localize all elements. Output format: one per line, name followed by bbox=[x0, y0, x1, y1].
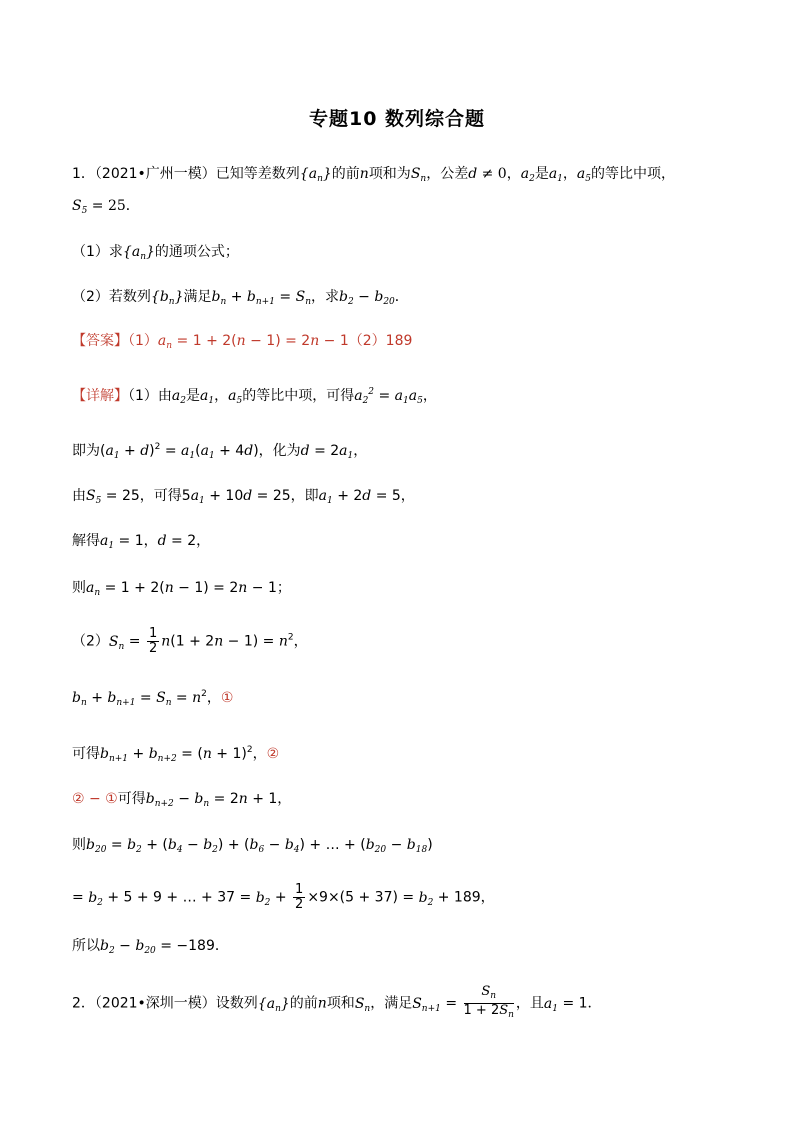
q1-detail-line-10: 则$b_{20} = b_2 + (b_4 - b_2) + (b_6 - b_4)$ + … + $(b_{20} - b_{18})$ bbox=[72, 837, 433, 855]
q1-part-1: （1）求$\{a_n\}$的通项公式； bbox=[72, 244, 239, 262]
q1-detail-line-12: 所以$b_2 - b_{20} = -189$． bbox=[72, 938, 229, 956]
q1-detail-line-8: 可得$b_{n+1} + b_{n+2} = (n + 1)^2$，② bbox=[72, 745, 280, 764]
q1-detail-line-7: $b_n + b_{n+1} = S_n = n^2$，① bbox=[72, 689, 234, 708]
fraction-sn-over-1-plus-2sn: $\frac{S_n}{1 + 2S_n}$ bbox=[463, 984, 514, 1020]
q1-detail-line-11: = $b_2 + 5 + 9$ + … + $37 = b_2$ + $\frac{1}{2}$ $\times 9\times(5 + 37) = b_2 + 189$， bbox=[72, 882, 495, 912]
q1-answer: 【答案】$(1)a_n = 1 + 2(n - 1) = 2n - 1(2)189$ bbox=[72, 333, 413, 351]
q1-part-2: （2）若数列$\{b_n\}$满足$b_n + b_{n+1} = S_n$，求$b_2 - b_{20}$． bbox=[72, 289, 409, 307]
q1-detail-line-5: 则$a_n = 1 + 2(n - 1) = 2n - 1$； bbox=[72, 580, 291, 598]
q1-detail-line-6: $(2)S_n$ = $\frac{1}{2}$ $n(1 + 2n - 1) = n^2$， bbox=[72, 626, 308, 656]
answer-tag: 【答案】 bbox=[72, 333, 128, 349]
q1-detail-line-4: 解得$a_1 = 1$，d = 2， bbox=[72, 533, 211, 551]
q1-statement-line-1: 1．（2021•广州一模）已知等差数列$\{a_n\}$的前n项和为$S_n$，公差d ≠ 0，$a_2$是$a_1$，$a_5$的等比中项， bbox=[72, 166, 675, 184]
fraction-half: $\frac{1}{2}$ bbox=[295, 882, 304, 912]
q1-statement-line-2: $S_5 = 25$． bbox=[72, 198, 140, 216]
detail-tag: 【详解】 bbox=[72, 388, 128, 404]
q1-detail-line-3: 由$S_5 = 25$，可得$5a_1 + 10d = 25$，即$a_1 + 2d = 5$， bbox=[72, 488, 415, 506]
q1-detail-line-1: 【详解】（1）由$a_2$是$a_1$，$a_5$的等比中项，可得$a_2^2 = a_1a_5$， bbox=[72, 387, 437, 406]
page-title: 专题10 数列综合题 bbox=[308, 108, 486, 130]
q2-statement-line-1: 2．（2021•深圳一模）设数列$\{a_n\}$的前n项和$S_n$，满足$S_{n+1}$ = $\frac{S_n}{1 + 2S_n}$ ，且$a_1 = 1$． bbox=[72, 984, 602, 1020]
q1-detail-line-9: ② − ①可得$b_{n+2} - b_n = 2n + 1$， bbox=[72, 791, 292, 809]
q1-detail-line-2: 即为$(a_1 + d)^2 = a_1(a_1 + 4d)$，化为$d = 2a_1$， bbox=[72, 442, 368, 461]
fraction-half: $\frac{1}{2}$ bbox=[148, 626, 158, 656]
